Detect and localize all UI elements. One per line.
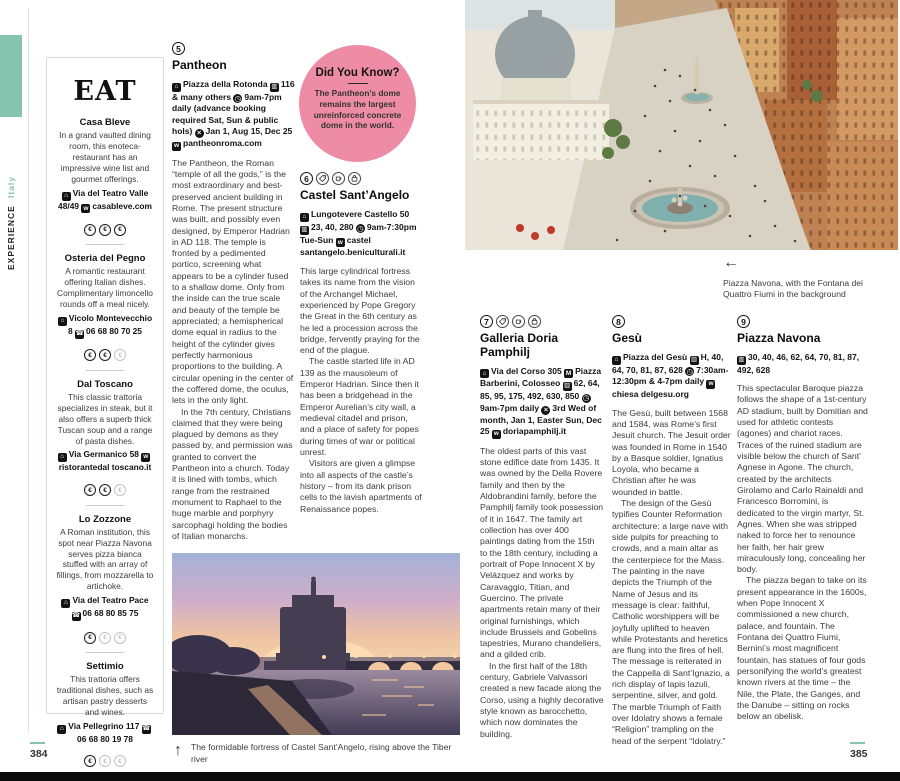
euro-price-icon: €	[84, 224, 96, 236]
info-text: Via Pellegrino 117	[68, 720, 142, 731]
euro-price-icon: €	[114, 755, 126, 767]
info-text: 23, 40, 280	[311, 221, 356, 232]
paragraph: The oldest parts of this vast stone edifice date from 1435. It was owned by the Della Rovere family and then by the Aldobrandini family, before the Pamphilj family took possession of it in 1647. The family art collection has over 400 paintings dating from the 15th to the 18th century, including a portrait of Pope Innocent X by Velázquez and works by Caravaggio, Titian, and Guercino. The private apartments retain many of their original furnishings, which include Brussels and Gobelins tapestries, Murano chandeliers, and a gilded crib.	[480, 445, 604, 660]
badge-row	[737, 315, 868, 328]
listing-galleria-doria-pamphilj	[480, 315, 604, 740]
paragraph: The Gesù, built between 1568 and 1584, was Rome’s first Jesuit church. The Jesuit order was founded in Rome in 1540 by a Basque soldier, Ignatius Loyola, who became a Christian after he was wounded in battle.	[612, 407, 731, 497]
eat-entries	[55, 117, 155, 768]
listing-title: Pantheon	[172, 58, 227, 72]
info-text: 9am-7:30pm Tue-Sun	[300, 221, 417, 245]
listing-title: Galleria Doria Pamphilj	[480, 331, 559, 359]
listing-pantheon	[172, 42, 295, 542]
web-icon: w	[83, 204, 89, 212]
photo-castel-santangelo	[172, 553, 460, 735]
bus-icon: ▥	[691, 355, 698, 363]
info-text: Vicolo Montevecchio 8	[68, 313, 153, 336]
listing-number-badge: 8	[612, 315, 625, 328]
info-text: 9am-7pm daily	[480, 402, 542, 413]
listing-title: Gesù	[612, 331, 643, 345]
listing-title: Castel Sant’Angelo	[300, 188, 410, 202]
info-text: 06 68 80 85 75	[82, 608, 139, 619]
listing-number-badge: 5	[172, 42, 185, 55]
address-icon: ⌂	[61, 599, 70, 608]
did-you-know-text: The Pantheon’s dome remains the largest unreinforced concrete dome in the world.	[313, 88, 402, 131]
photo-piazza-navona	[465, 0, 898, 250]
euro-price-icon: €	[114, 632, 126, 644]
entry-divider	[86, 505, 124, 506]
info-text: 06 68 80 19 78	[77, 733, 133, 744]
entry-divider	[86, 244, 124, 245]
paragraph: This large cylindrical fortress takes its name from the vision of the Archangel Michael, experienced by Pope Gregory the Great in the 6th century as he led a procession across the bridge, fervently praying for the end of the plague.	[300, 265, 420, 356]
address-icon: ⌂	[300, 213, 309, 222]
paragraph: Visitors are given a glimpse into all aspects of the castle’s history – from its dank prison cells to the lavish apartments of Renaissance popes.	[300, 458, 422, 514]
listing-body	[480, 446, 604, 740]
info-text: Piazza della Rotonda	[183, 78, 270, 89]
info-text: Via Germanico 58	[68, 449, 142, 460]
did-you-know-bubble	[299, 45, 416, 162]
page-number-dash	[30, 742, 45, 744]
address-icon: ⌂	[62, 192, 71, 201]
web-icon: w	[143, 453, 149, 461]
restaurant-name: Osteria del Pegno	[64, 253, 146, 265]
spine-label	[0, 120, 22, 270]
paragraph: In the first half of the 18th century, Gabriele Valvassori created a new facade along the Corso, using a highly decorative style known as barocchetto, which now dominates the building.	[480, 660, 604, 739]
info-text: ristorantedal toscano.it	[58, 462, 152, 473]
info-text: 9am-7pm daily (advance booking required Sat, Sun & public hols)	[172, 91, 282, 137]
euro-price-icon: €	[84, 755, 96, 767]
info-text: doriapamphilj.it	[502, 425, 567, 436]
entry-divider	[86, 652, 124, 653]
navona-photo-caption	[723, 252, 891, 301]
euro-price-icon: €	[99, 484, 111, 496]
restaurant-description: This trattoria offers traditional dishes, such as artisan pastry desserts and wines.	[56, 674, 154, 717]
euro-price-icon: €	[84, 484, 96, 496]
price-rating	[55, 626, 155, 644]
listing-info	[737, 352, 868, 376]
info-text: 3rd Wed of month, Jan 1, Easter Sun, Dec 25	[480, 402, 602, 436]
castel-photo-caption	[174, 742, 454, 765]
closed-icon: ×	[195, 129, 204, 138]
paragraph: The Pantheon, the Roman “temple of all the gods,” is the most extraordinary and best-preserved ancient building in Rome. The present structure was built, and possibly even designed, by Emperor Hadrian in AD 118. The temple is fronted by a pedimented portico, screening what appears to be a cylinder fused to a shallow dome. Only from the inside can the true scale and beauty of the temple be appreciated; a hemispherical dome equal in radius to the height of the cylinder gives perfectly harmonious proportions to the building. A circular opening in the center of the coffered dome, the oculus, lets in the only light.	[172, 157, 294, 406]
piazza-navona-illustration	[465, 0, 898, 250]
caption-text: The formidable fortress of Castel Sant’Angelo, rising above the Tiber river	[191, 742, 452, 764]
cafe-icon	[332, 172, 345, 185]
euro-price-icon: €	[114, 224, 126, 236]
entry-divider	[86, 370, 124, 371]
address-icon: ⌂	[57, 725, 66, 734]
restaurant-info	[55, 313, 155, 339]
spine-section-label: EXPERIENCE	[6, 205, 16, 270]
euro-price-icon: €	[99, 632, 111, 644]
paragraph: The castle started life in AD 139 as the mausoleum of Emperor Hadrian. Since then it has been a bridgehead in the Emperor Aurelian’s city wall, a medieval citadel and prison, and a place of safety for popes during times of war or political unrest.	[300, 356, 419, 457]
did-you-know-title: Did You Know?	[315, 67, 400, 79]
bus-icon: ▥	[271, 82, 278, 90]
paragraph: This spectacular Baroque piazza follows the shape of a 1st-century AD stadium, built by Domitian and used for athletic contests (agones) and chariot races. Traces of the ruined stadium are visible below the church of Sant’ Agnese in Agone. The church, created by the architects Girolamo and Carlo Rainaldi and Francesco Borromini, is dedicated to the virgin martyr, St. Agnes. When she was stripped naked to force her to renounce her faith, her hair grew miraculously long, concealing her body.	[737, 383, 868, 575]
paragraph: The piazza began to take on its present appearance in the 1600s, when Pope Innocent X commissioned a new church, palace, and fountain. The Fontana dei Quattro Fiumi, Bernini’s most magnificent fountain, has statues of four gods personifying the world’s greatest known rivers at the time – the Nile, the Plate, the Ganges, and the Danube – sitting on rocks below an obelisk.	[737, 575, 867, 722]
restaurant-name: Casa Bleve	[79, 117, 131, 128]
restaurant-info	[55, 449, 155, 473]
restaurant-description: A romantic restaurant offering Italian dishes. Complimentary limoncello rounds off a meal nicely.	[57, 266, 153, 310]
restaurant-description: This classic trattoria specializes in steak, but it also offers a superb thick Tuscan soup and a range of pasta dishes.	[57, 391, 153, 446]
bus-icon: ▥	[564, 382, 571, 390]
euro-price-icon: €	[99, 224, 111, 236]
listing-body	[612, 408, 731, 747]
info-text: pantheonroma.com	[183, 137, 262, 148]
page-edge-line	[28, 8, 29, 732]
bus-icon: ▥	[301, 225, 308, 233]
price-rating	[55, 344, 155, 362]
euro-price-icon: €	[84, 632, 96, 644]
address-icon: ⌂	[612, 356, 621, 365]
listing-info	[172, 79, 295, 151]
info-text: Piazza del Gesù	[623, 351, 690, 362]
info-text: 30, 40, 46, 62, 64, 70, 81, 87, 492, 628	[737, 351, 860, 375]
paragraph: In the 7th century, Christians claimed that they were being plagued by demons as they passed by, and permission was granted to convert the Pantheon into a church. Today it is lined with tombs, which range from the restrained monument to Raphael to the huge marble and porphyry sarcophagi holding the bodies of Italian monarchs.	[172, 406, 293, 541]
price-rating	[55, 750, 155, 768]
restaurant-description: A Roman institution, this spot near Piazza Navona serves pizza bianca stuffed with an array of fillings, from mozzarella to artichoke.	[56, 526, 154, 592]
hours-icon: ◷	[582, 393, 590, 403]
listing-number-badge: 9	[737, 315, 750, 328]
bag-icon	[528, 315, 541, 328]
closed-icon: ×	[541, 406, 550, 415]
restaurant-info	[55, 595, 155, 621]
euro-price-icon: €	[99, 349, 111, 361]
eat-entry	[55, 661, 155, 768]
web-icon: w	[708, 380, 714, 388]
listing-body	[300, 266, 422, 515]
info-text: Lungotevere Castello 50	[311, 208, 410, 219]
euro-price-icon: €	[114, 484, 126, 496]
up-arrow-icon: ↑	[174, 742, 182, 759]
left-arrow-icon: ←	[723, 254, 739, 271]
info-text: 62, 64, 85, 95, 175, 492, 630, 850	[480, 378, 600, 402]
badge-row	[480, 315, 604, 328]
euro-price-icon: €	[84, 349, 96, 361]
restaurant-name: Lo Zozzone	[78, 513, 132, 525]
page-number-right	[850, 742, 890, 760]
eat-entry	[55, 253, 155, 361]
tag-icon	[496, 315, 509, 328]
info-text: chiesa delgesu.org	[612, 389, 689, 400]
badge-row	[172, 42, 295, 55]
info-text: Jan 1, Aug 15, Dec 25	[205, 126, 293, 137]
spine-region-label: Italy	[6, 176, 16, 199]
listing-body	[172, 158, 295, 543]
restaurant-name: Settimio	[86, 661, 124, 673]
info-text: Via del Corso 305	[491, 365, 565, 376]
metro-icon: M	[565, 369, 572, 377]
listing-body	[737, 383, 868, 722]
euro-price-icon: €	[114, 349, 126, 361]
web-icon: w	[493, 429, 499, 437]
page-number-text: 385	[850, 748, 868, 760]
info-text: 06 68 80 70 25	[86, 325, 142, 336]
caption-text: Piazza Navona, with the Fontana dei Quattro Fiumi in the background	[723, 277, 863, 300]
eat-title: EAT	[73, 76, 137, 107]
phone-icon: ☎	[71, 612, 81, 620]
listing-number-badge: 6	[300, 172, 313, 185]
hours-icon: ◷	[234, 93, 242, 103]
info-text: 7:30am-12:30pm & 4-7pm daily	[612, 364, 729, 387]
castel-illustration	[172, 553, 460, 735]
page-number-text: 384	[30, 748, 48, 760]
web-icon: w	[337, 238, 343, 246]
info-text: Via del Teatro Valle 48/49	[58, 187, 149, 211]
euro-price-icon: €	[99, 755, 111, 767]
price-rating	[55, 218, 155, 236]
badge-row	[612, 315, 731, 328]
listing-info	[612, 352, 731, 401]
bus-icon: ▥	[738, 355, 745, 363]
info-text: H, 40, 64, 70, 81, 87, 628	[612, 351, 724, 375]
restaurant-name: Dal Toscano	[77, 378, 133, 390]
badge-row	[300, 172, 422, 185]
info-text: 116 & many others	[172, 78, 295, 102]
listing-piazza-navona	[737, 315, 868, 723]
info-text: castel santangelo.beniculturali.it	[300, 234, 406, 258]
cafe-icon	[512, 315, 525, 328]
tag-icon	[316, 172, 329, 185]
address-icon: ⌂	[58, 317, 67, 326]
listing-info	[480, 366, 604, 439]
price-rating	[55, 479, 155, 497]
paragraph: The design of the Gesù typifies Counter Reformation architecture: a large nave with side pulpits for preaching to crowds, and a main altar as the centerpiece for the Mass. The painting in the nave depicts the Triumph of the Name of Jesus and its message is clear: faithful, Catholic worshippers will be joyfully uplifted to heaven while Protestants and heretics are flung into the fires of hell. The message is reiterated in the Cappella di Sant’Ignazio, a rich display of lapis lazuli, serpentine, silver, and gold. The marble Triumph of Faith over Idolatry shows a female “Religion” trampling on the head of the serpent “Idolatry.”	[612, 498, 730, 746]
address-icon: ⌂	[172, 83, 181, 92]
eat-entry	[55, 514, 155, 644]
eat-entry	[55, 117, 155, 236]
listing-title: Piazza Navona	[737, 331, 821, 345]
eat-entry	[55, 379, 155, 497]
restaurant-info	[55, 188, 155, 214]
bottom-black-bar	[0, 772, 900, 781]
info-text: Via del Teatro Pace	[72, 595, 149, 606]
info-text: Piazza Barberini, Colosseo	[480, 365, 602, 389]
web-icon: w	[173, 141, 180, 149]
listing-number-badge: 7	[480, 315, 493, 328]
page-number-dash	[850, 742, 865, 744]
address-icon: ⌂	[58, 453, 67, 462]
info-text: casableve.com	[92, 200, 152, 211]
phone-icon: ☎	[75, 329, 84, 337]
spine-color-tab	[0, 35, 22, 117]
phone-icon: ☎	[142, 724, 151, 732]
restaurant-description: In a grand vaulted dining room, this enoteca-restaurant has an impressive wine list and gourmet offerings.	[59, 130, 151, 184]
hours-icon: ◷	[686, 366, 694, 376]
address-icon: ⌂	[480, 369, 489, 378]
eat-sidebar	[46, 57, 164, 765]
restaurant-info	[55, 721, 155, 745]
hours-icon: ◷	[357, 223, 364, 233]
listing-castel-santangelo	[300, 172, 422, 515]
bag-icon	[348, 172, 361, 185]
listing-gesu	[612, 315, 731, 747]
listing-info	[300, 209, 422, 259]
did-you-know-rule	[348, 83, 368, 84]
